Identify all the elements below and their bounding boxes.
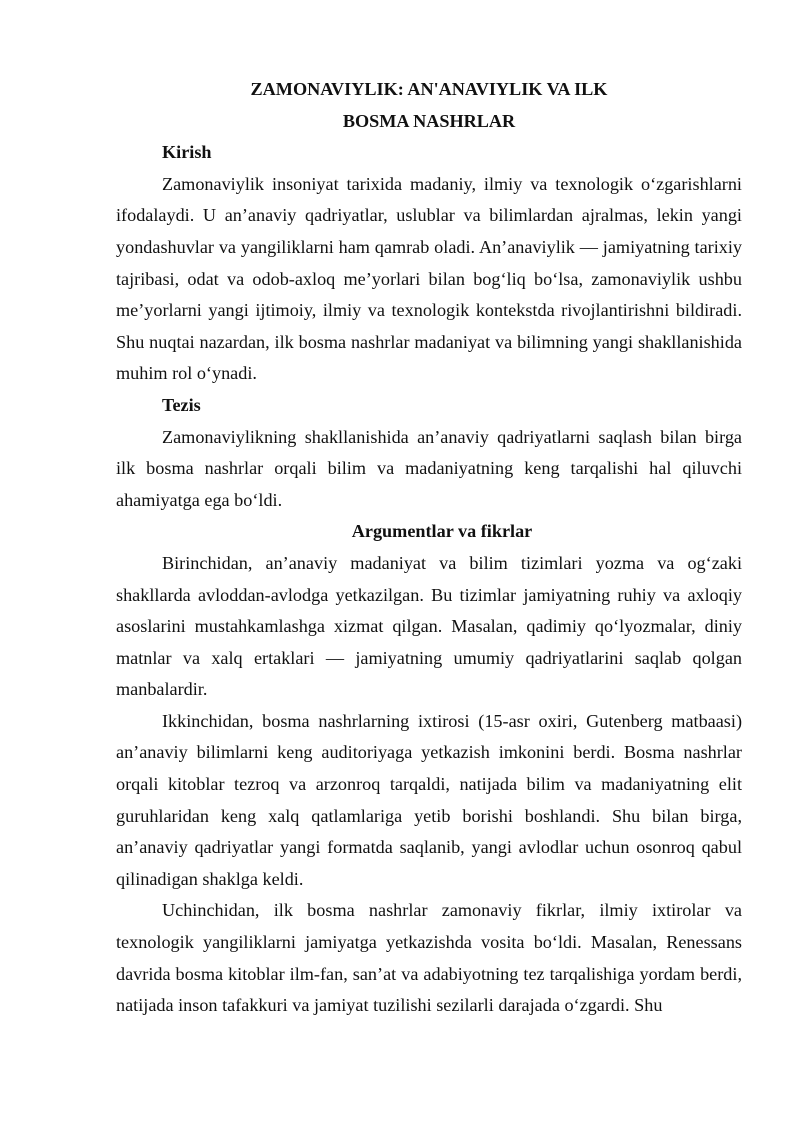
thesis-paragraph: Zamonaviylikning shakllanishida an’anaviy qadriyatlarni saqlash bilan birga ilk bosma nashrlar orqali bilim va madaniyatning keng tarqalishi hal qiluvchi ahamiyatga ega bo‘ldi. xyxy=(116,426,742,510)
document-title-line-2: BOSMA NASHRLAR xyxy=(342,110,516,131)
arguments-paragraph-1: Birinchidan, an’anaviy madaniyat va bilim tizimlari yozma va og‘zaki shakllarda avloddan-avlodga yetkazilgan. Bu tizimlar jamiyatning ruhiy va axloqiy asoslarini mustahkamlashga xizmat qilgan. Masalan, qadimiy qo‘lyozmalar, diniy matnlar va xalq ertaklari — jamiyatning umumiy qadriyatlarini saqlab qolgan manbalardir. xyxy=(116,552,742,700)
arguments-paragraph-3: Uchinchidan, ilk bosma nashrlar zamonaviy fikrlar, ilmiy ixtirolar va texnologik yangiliklarni jamiyatga yetkazishda vosita bo‘ldi. Masalan, Renessans davrida bosma kitoblar ilm-fan, san’at va adabiyotning tez tarqalishiga yordam berdi, natijada inson tafakkuri va jamiyat tuzilishi sezilarli darajada o‘zgardi. Shu xyxy=(116,900,742,1016)
document-title-line-1: ZAMONAVIYLIK: AN'ANAVIYLIK VA ILK xyxy=(250,79,608,99)
arguments-heading: Argumentlar va fikrlar xyxy=(351,521,533,542)
document-body xyxy=(116,74,742,1022)
intro-paragraph: Zamonaviylik insoniyat tarixida madaniy, ilmiy va texnologik o‘zgarishlarni ifodalaydi. U an’anaviy qadriyatlar, uslublar va bilimlardan ajralmas, lekin yangi yondashuvlar va yangiliklarni ham qamrab oladi. An’anaviylik — jamiyatning tarixiy tajribasi, odat va odob-axloq me’yorlari bilan bog‘liq bo‘lsa, zamonaviylik ushbu me’yorlarni yangi ijtimoiy, ilmiy va texnologik kontekstda rivojlantirishni bildiradi. Shu nuqtai nazardan, ilk bosma nashrlar madaniyat va bilimning yangi shakllanishida muhim rol o‘ynadi. xyxy=(116,173,742,384)
arguments-paragraph-2: Ikkinchidan, bosma nashrlarning ixtirosi (15-asr oxiri, Gutenberg matbaasi) an’anaviy bilimlarni keng auditoriyaga yetkazish imkonini berdi. Bosma nashrlar orqali kitoblar tezroq va arzonroq tarqaldi, natijada bilim va madaniyatning elit guruhlaridan keng xalq qatlamlariga yetib borishi boshlandi. Shu bilan birga, an’anaviy qadriyatlar yangi formatda saqlanib, yangi avlodlar uchun osonroq qabul qilinadigan shaklga keldi. xyxy=(116,710,742,889)
intro-heading: Kirish xyxy=(162,142,212,163)
thesis-heading: Tezis xyxy=(162,394,201,415)
